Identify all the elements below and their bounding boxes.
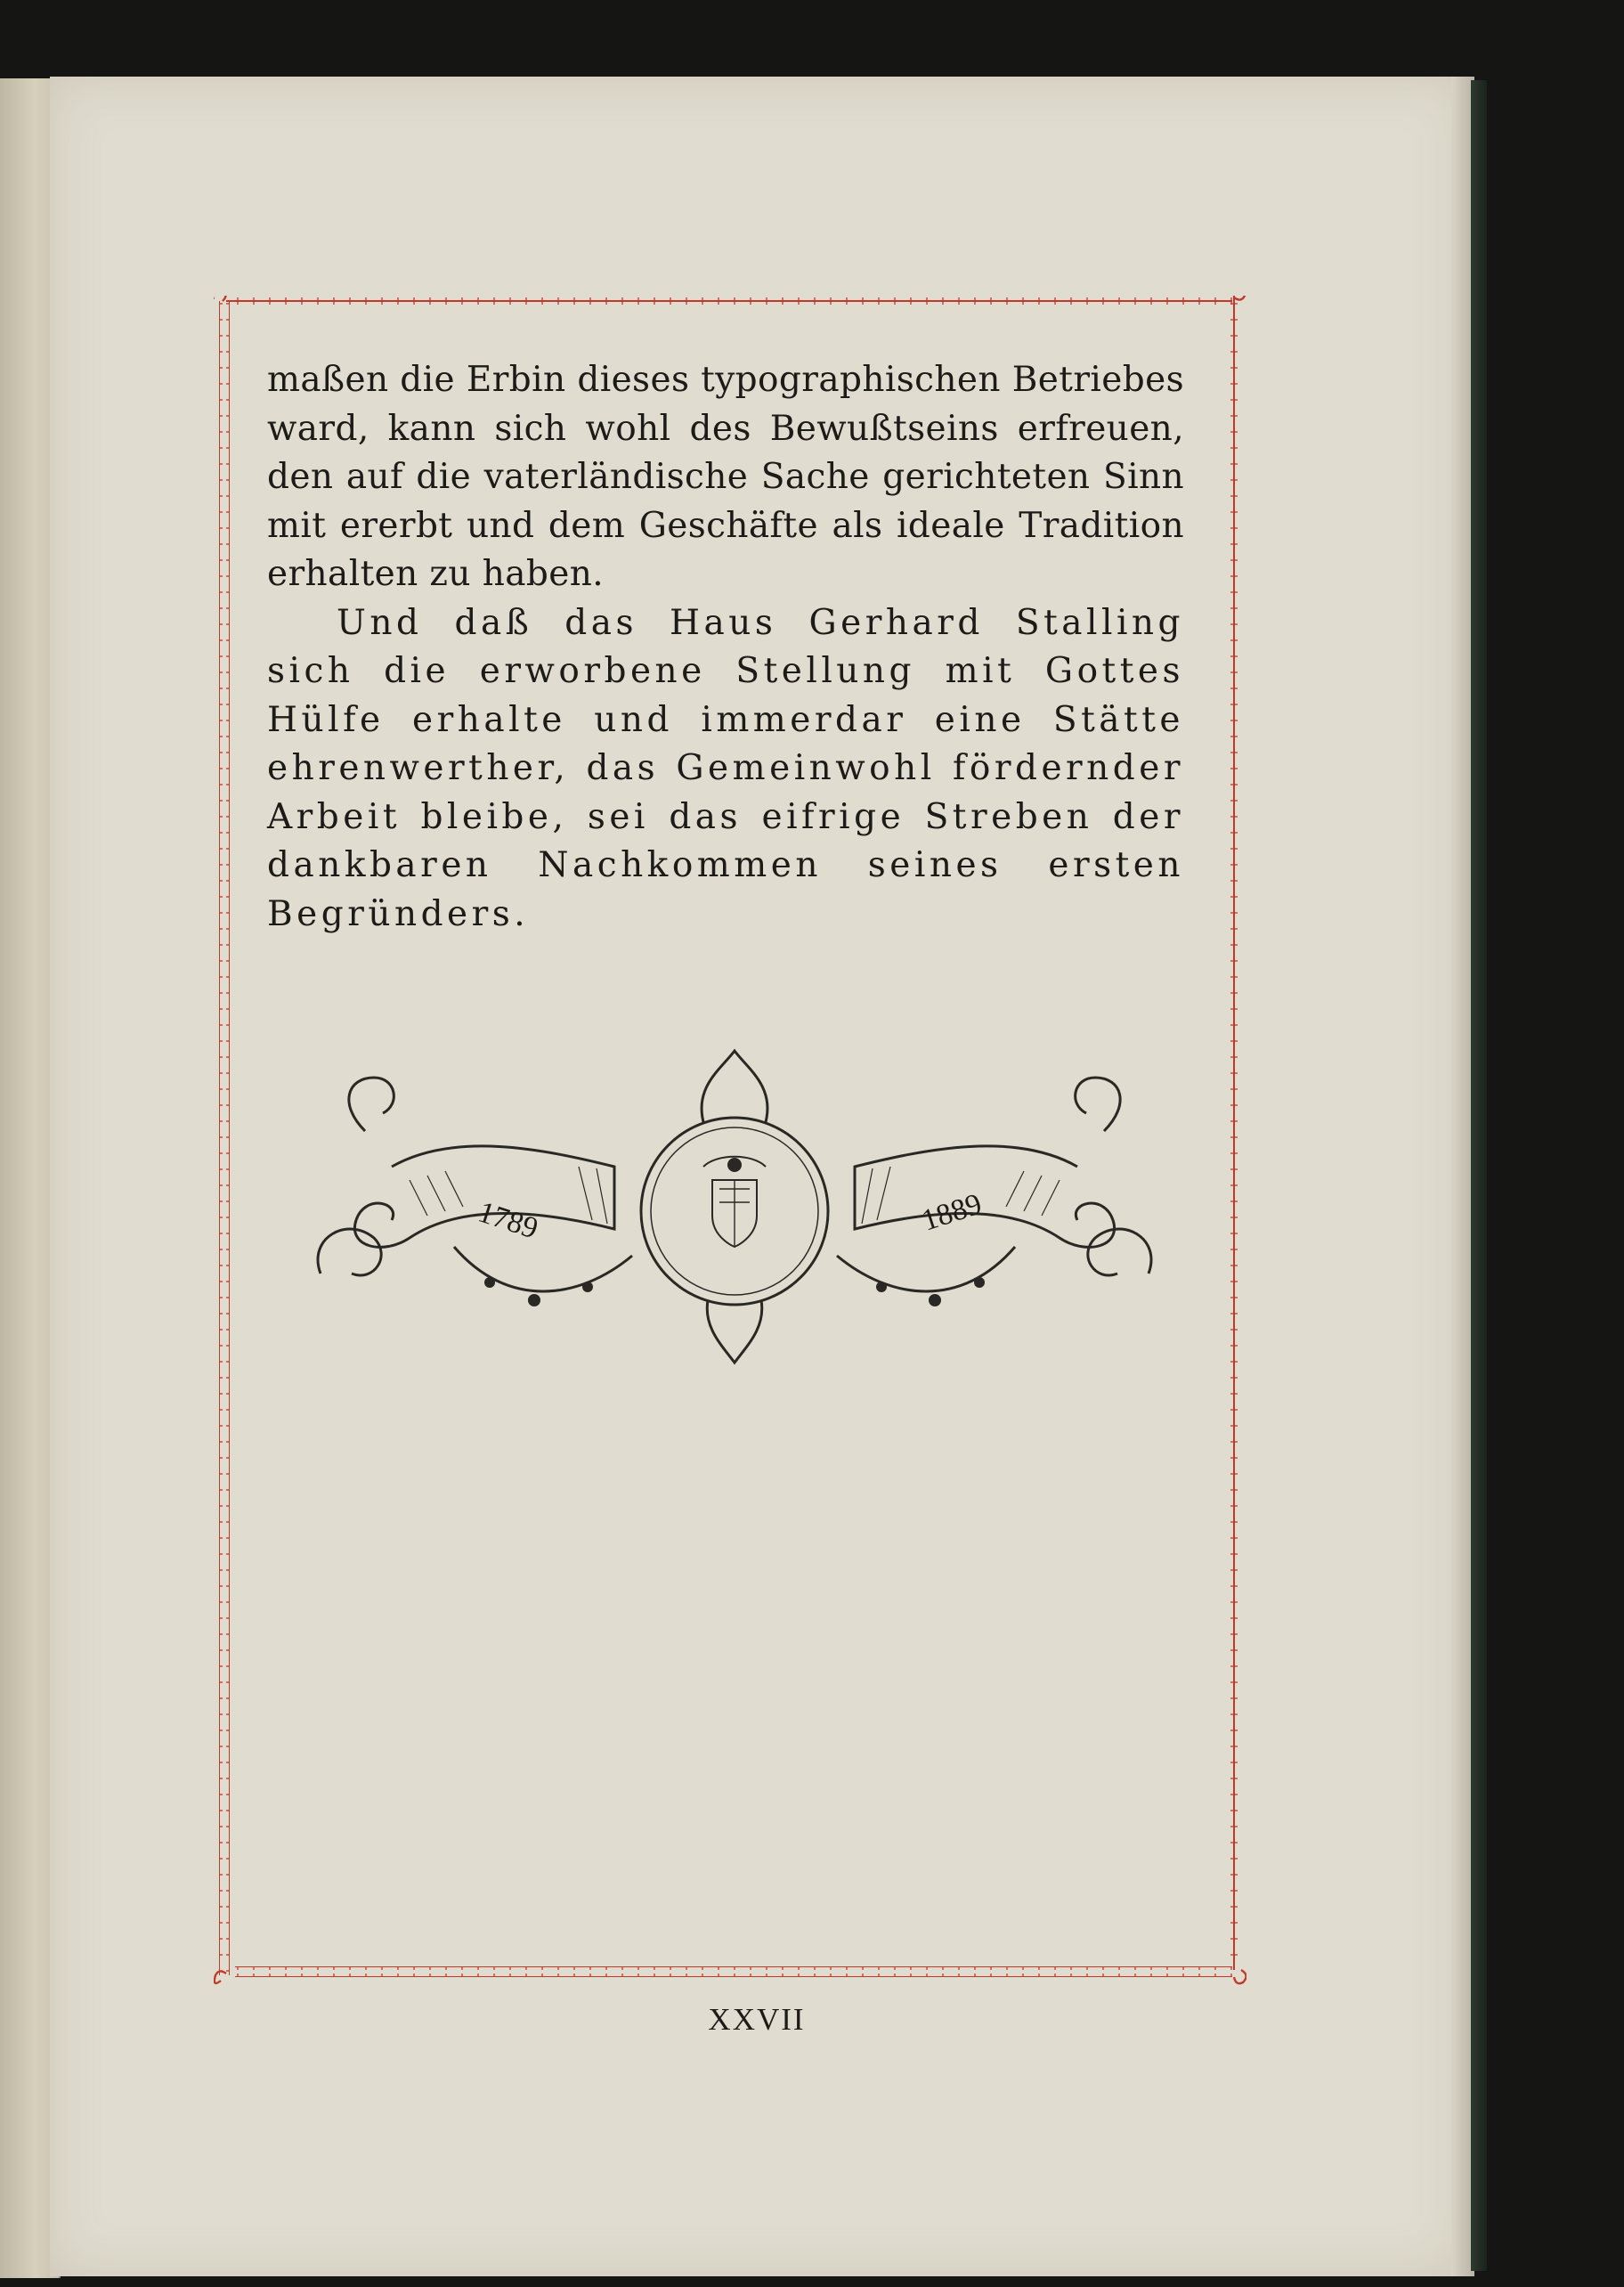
anniversary-ornament: [312, 1033, 1157, 1389]
year-right: 1889: [918, 1187, 987, 1238]
book-cover-edge: [1471, 80, 1487, 2271]
paragraph-1: maßen die Erbin dieses typographischen Betriebes ward, kann sich wohl des Bewußtseins erfreuen, den auf die vaterländische Sache gerichteten Sinn mit ererbt und dem Geschäfte als ideale Tradition erhalten zu haben.: [267, 360, 1184, 594]
paragraph-2: Und daß das Haus Gerhard Stalling sich die erworbene Stellung mit Gottes Hülfe erhalte und immerdar eine Stätte ehrenwerther, das Gemeinwohl fördernder Arbeit bleibe, sei das eifrige Streben der dankbaren Nachkommen seines ersten Begründers.: [267, 602, 1184, 934]
year-left: 1789: [474, 1195, 542, 1246]
coat-of-arms-icon: [703, 1157, 766, 1247]
page-number: XXVII: [708, 2002, 806, 2037]
body-text: [267, 356, 1184, 939]
